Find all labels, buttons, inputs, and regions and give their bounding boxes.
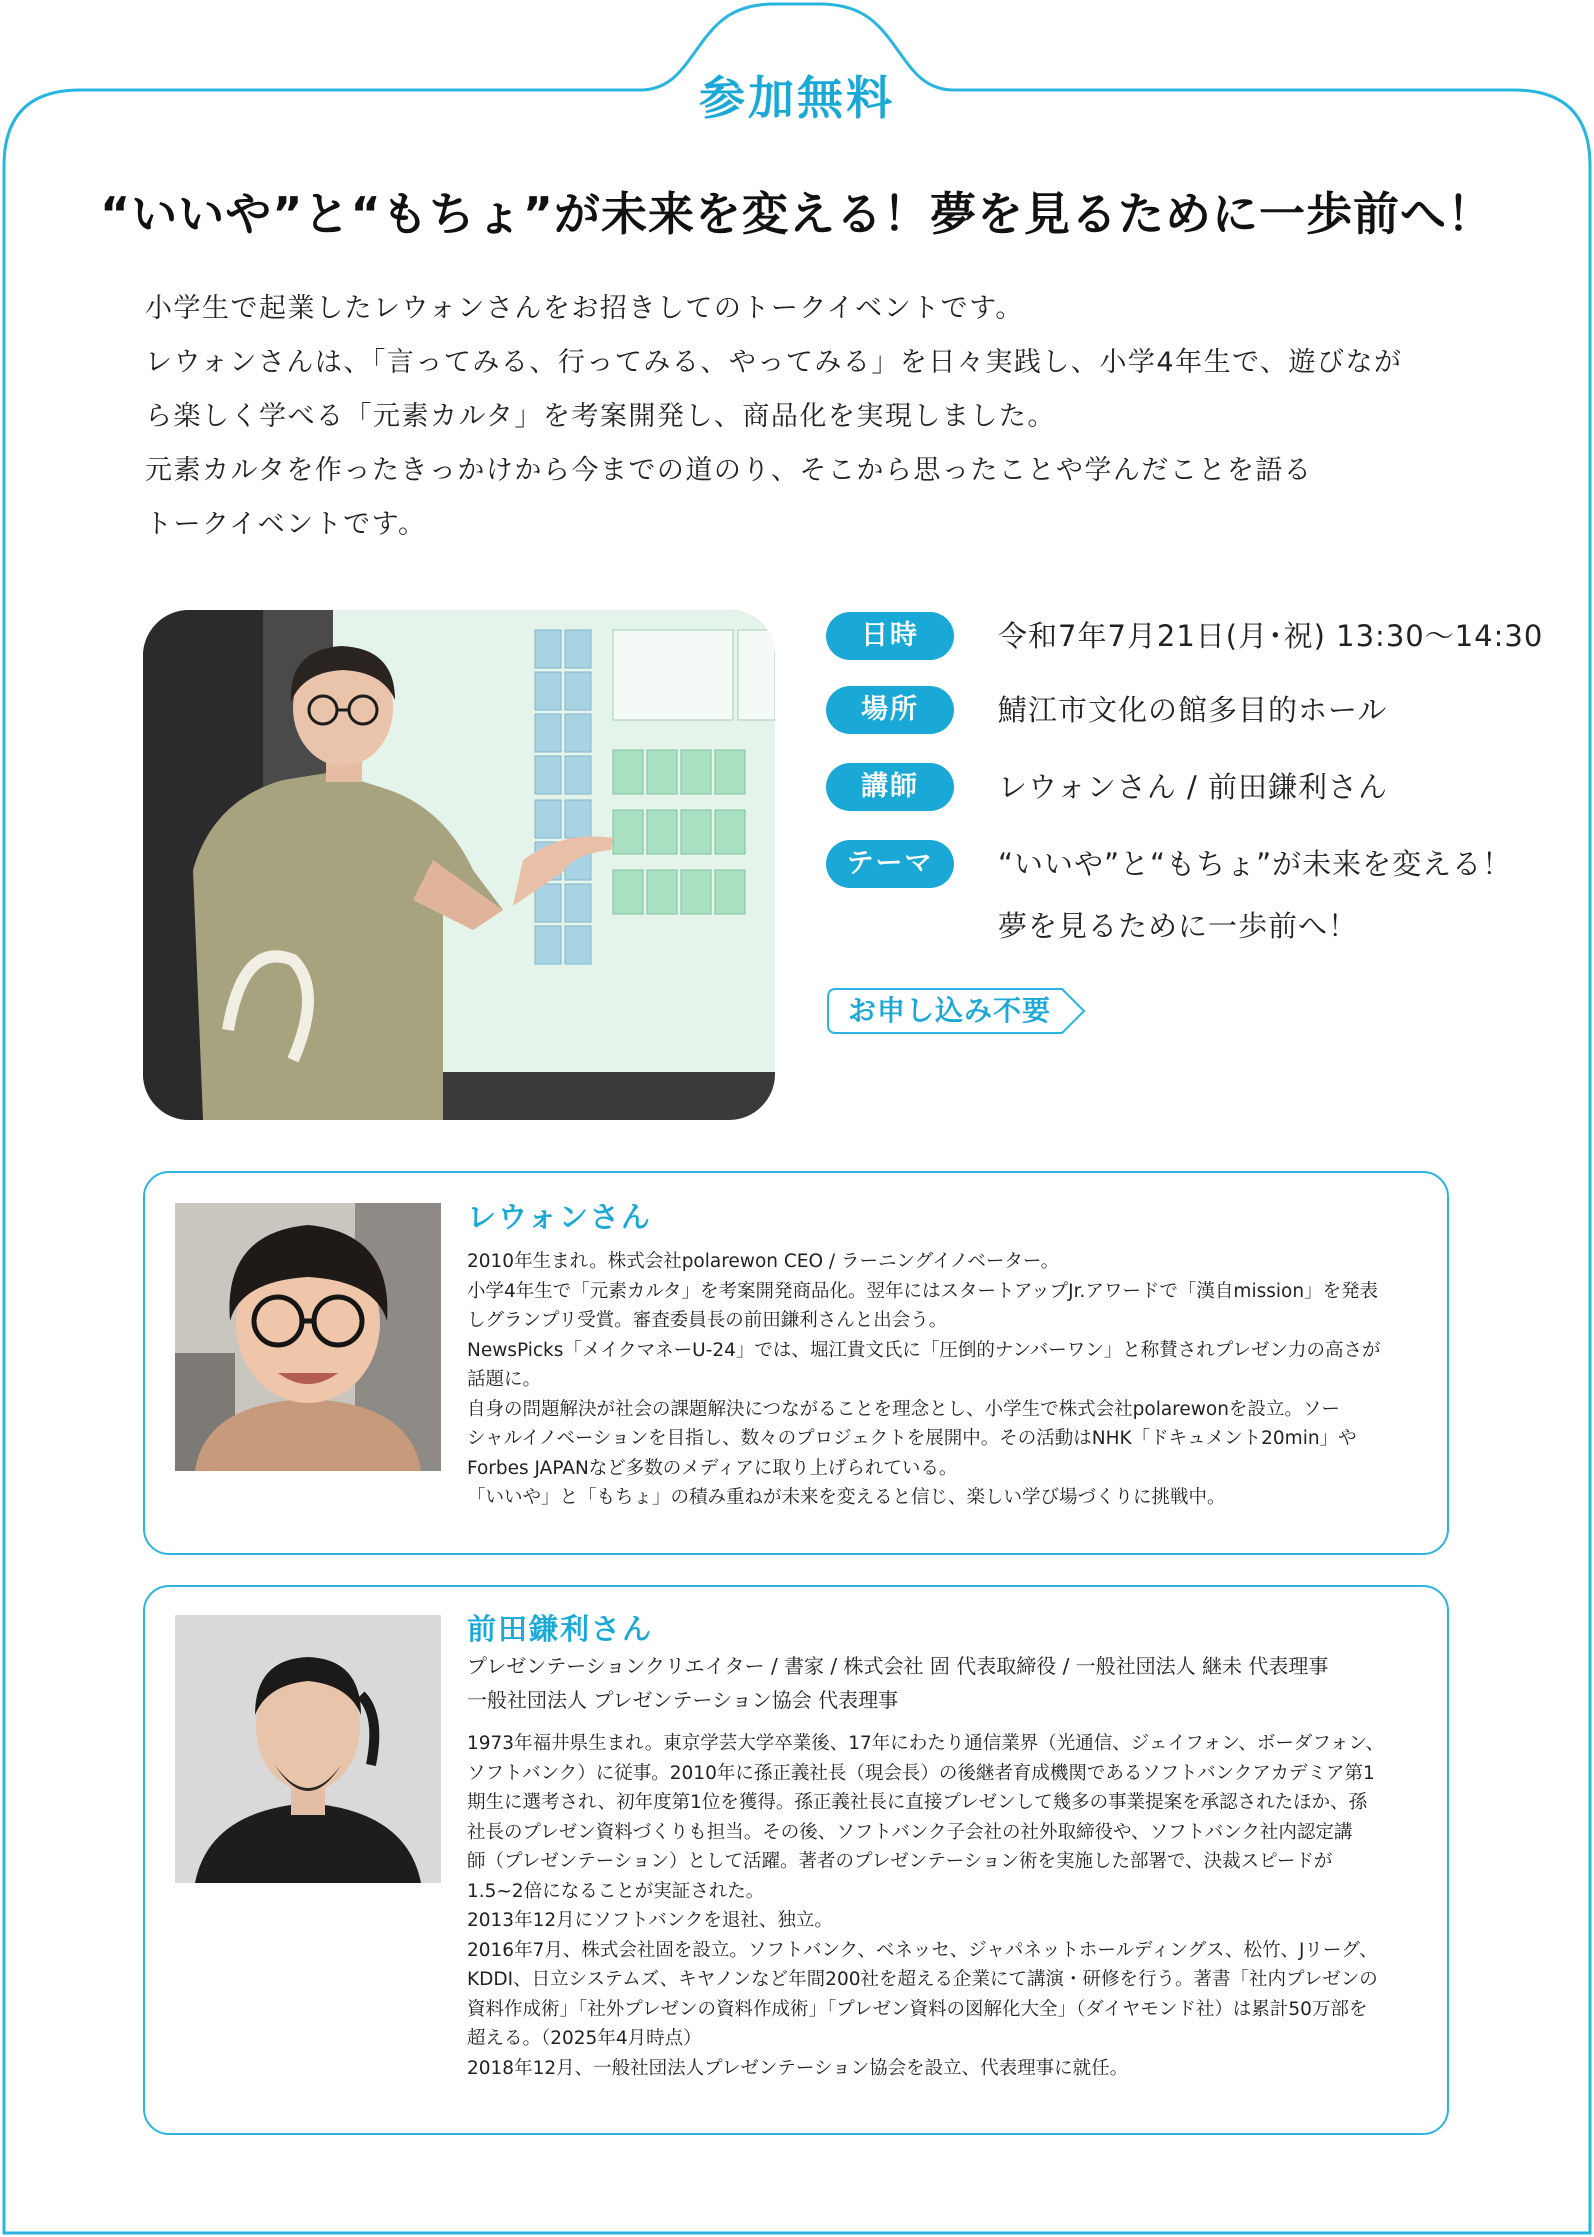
maeda-titles	[467, 1649, 1427, 1717]
bio-line: ソフトバンク）に従事。2010年に孫正義社長（現会長）の後継者育成機関であるソフトバンクアカデミア第1	[467, 1762, 1375, 1784]
no-application-badge	[826, 987, 1088, 1035]
intro-line: ら楽しく学べる「元素カルタ」を考案開発し、商品化を実現しました。	[145, 401, 1056, 432]
bio-line: 2013年12月にソフトバンクを退社、独立。	[467, 1910, 833, 1931]
free-admission-badge: 参加無料	[699, 71, 895, 125]
place-label: 場所	[826, 686, 954, 734]
bio-line: 2010年生まれ。株式会社polarewon CEO / ラーニングイノベーター。	[467, 1251, 1060, 1272]
bio-line: 師（プレゼンテーション）として活躍。著者のプレゼンテーション術を実施した部署で、決裁スピードが	[467, 1851, 1333, 1872]
speaker-value: レウォンさん / 前田鎌利さん	[998, 770, 1389, 804]
bio-line: 資料作成術」「社外プレゼンの資料作成術」「プレゼン資料の図解化大全」（ダイヤモンド社）は累計50万部を	[467, 1998, 1368, 2020]
intro-text	[145, 282, 1465, 552]
bio-line: 超える。（2025年4月時点）	[467, 2028, 702, 2049]
place-value: 鯖江市文化の館多目的ホール	[998, 693, 1388, 727]
title-line: プレゼンテーションクリエイター / 書家 / 株式会社 固 代表取締役 / 一般社団法人 継未 代表理事	[467, 1654, 1329, 1678]
maeda-bio	[467, 1729, 1427, 2083]
no-application-text: お申し込み不要	[848, 994, 1052, 1027]
profile-card-rewon	[143, 1171, 1449, 1555]
rewon-photo	[175, 1203, 441, 1471]
bio-line: 「いいや」と「もちょ」の積み重ねが未来を変えると信じ、楽しい学び場づくりに挑戦中。	[467, 1487, 1226, 1508]
date-value: 令和7年7月21日(月･祝) 13:30〜14:30	[998, 619, 1544, 653]
rewon-bio	[467, 1247, 1427, 1513]
date-label: 日時	[826, 612, 954, 660]
bio-line: 自身の問題解決が社会の課題解決につながることを理念とし、小学生で株式会社polarewonを設立。ソー	[467, 1398, 1340, 1420]
maeda-portrait	[175, 1615, 441, 1883]
theme-line: “いいや”と“もちょ”が未来を変える！	[998, 847, 1513, 881]
event-photo-illustration	[143, 610, 775, 1120]
bio-line: 2018年12月、一般社団法人プレゼンテーション協会を設立、代表理事に就任。	[467, 2057, 1129, 2079]
bio-line: しグランプリ受賞。審査委員長の前田鎌利さんと出会う。	[467, 1310, 948, 1331]
bio-line: 社長のプレゼン資料づくりも担当。その後、ソフトバンク子会社の社外取締役や、ソフトバンク社内認定講	[467, 1821, 1353, 1843]
rewon-portrait	[175, 1203, 441, 1471]
title-line: 一般社団法人 プレゼンテーション協会 代表理事	[467, 1688, 899, 1712]
theme-line: 夢を見るために一歩前へ！	[998, 909, 1359, 943]
bio-line: 1973年福井県生まれ。東京学芸大学卒業後、17年にわたり通信業界（光通信、ジェイフォン、ボーダフォン、	[467, 1733, 1385, 1754]
bio-line: KDDI、日立システムズ、キヤノンなど年間200社を超える企業にて講演・研修を行う。著書「社内プレゼンの	[467, 1969, 1378, 1990]
theme-value	[998, 833, 1513, 957]
bio-line: 話題に。	[467, 1369, 542, 1390]
bio-line: NewsPicks「メイクマネーU-24」では、堀江貴文氏に「圧倒的ナンバーワン」と称賛されプレゼン力の高さが	[467, 1339, 1381, 1361]
speaker-label: 講師	[826, 763, 954, 811]
intro-line: トークイベントです。	[145, 509, 427, 540]
profile-card-maeda	[143, 1585, 1449, 2135]
bio-line: 小学4年生で「元素カルタ」を考案開発商品化。翌年にはスタートアップJr.アワードで「漢自mission」を発表	[467, 1280, 1379, 1302]
rewon-name: レウォンさん	[467, 1200, 652, 1234]
intro-line: レウォンさんは、「言ってみる、行ってみる、やってみる」を日々実践し、小学4年生で、遊びなが	[145, 347, 1403, 378]
bio-line: 1.5~2倍になることが実証された。	[467, 1880, 765, 1902]
maeda-photo	[175, 1615, 441, 1883]
theme-label: テーマ	[826, 840, 954, 888]
bio-line: 期生に選考され、初年度第1位を獲得。孫正義社長に直接プレゼンして幾多の事業提案を承認されたほか、孫	[467, 1792, 1368, 1813]
bio-line: Forbes JAPANなど多数のメディアに取り上げられている。	[467, 1457, 958, 1479]
bio-line: シャルイノベーションを目指し、数々のプロジェクトを展開中。その活動はNHK「ドキュメント20min」や	[467, 1428, 1357, 1449]
event-photo	[143, 610, 775, 1120]
maeda-name: 前田鎌利さん	[467, 1612, 654, 1646]
intro-line: 小学生で起業したレウォンさんをお招きしてのトークイベントです。	[145, 293, 1024, 324]
page-headline: “いいや”と“もちょ”が未来を変える！夢を見るために一歩前へ！	[100, 187, 1494, 241]
bio-line: 2016年7月、株式会社固を設立。ソフトバンク、ベネッセ、ジャパネットホールディングス、松竹、Jリーグ、	[467, 1939, 1378, 1961]
intro-line: 元素カルタを作ったきっかけから今までの道のり、そこから思ったことや学んだことを語る	[145, 455, 1313, 486]
